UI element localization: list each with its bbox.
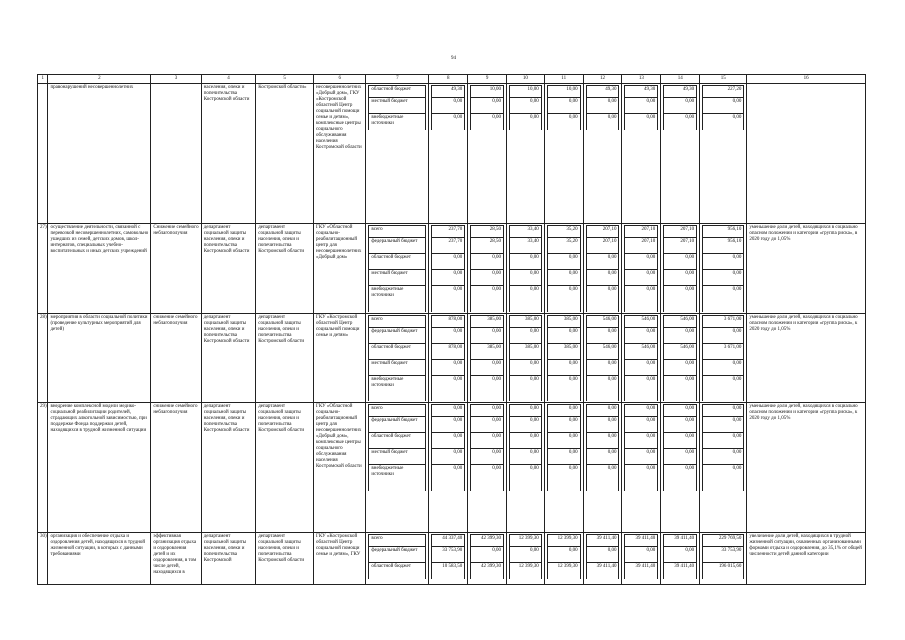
coordinator: департамент социальной защиты населения, опеки и попечительства Костромской области <box>201 403 256 533</box>
column-header: 14 <box>661 75 700 84</box>
funding-value: 0,00 <box>432 98 465 114</box>
funding-source: внебюджетные источники <box>369 465 426 491</box>
column-header: 1 <box>38 75 48 84</box>
funding-value: 0,00 <box>471 286 504 312</box>
funding-value: 12 399,30 <box>547 535 580 547</box>
funding-value: 956,10 <box>703 226 744 238</box>
funding-values-cell <box>583 533 622 585</box>
funding-value: 207,10 <box>586 238 619 254</box>
funding-value: 0,00 <box>664 98 697 114</box>
funding-value: 0,00 <box>703 417 744 433</box>
expected-result: уменьшение доли детей, находящихся в социально опасном положении и категории «группа риска», к 2020 году до 1,05% <box>747 313 866 403</box>
funding-value: 0,00 <box>471 547 504 563</box>
funding-value: 0,00 <box>547 359 580 375</box>
funding-value: 0,00 <box>471 433 504 449</box>
column-header: 7 <box>366 75 429 84</box>
table-row <box>38 313 866 403</box>
funding-values-cell <box>622 403 661 533</box>
funding-value: 0,00 <box>664 465 697 491</box>
funding-value: 237,70 <box>432 238 465 254</box>
funding-value: 0,00 <box>510 547 542 563</box>
funding-value: 12 399,30 <box>510 563 542 579</box>
funding-value: 0,00 <box>510 114 542 130</box>
funding-value: 0,00 <box>703 286 744 312</box>
funding-value: 35,20 <box>547 226 580 238</box>
column-header: 13 <box>622 75 661 84</box>
funding-value: 546,00 <box>664 343 697 359</box>
co-executors: ГКУ «Костромской областной Центр социальной помощи семье и детям», ГКУ <box>313 533 365 585</box>
funding-value: 0,00 <box>432 433 465 449</box>
funding-source: всего <box>369 405 426 417</box>
responsible-executor: департамент социальной защиты населения, опеки и попечительства Костромской области <box>256 403 314 533</box>
funding-value: 33,40 <box>510 238 542 254</box>
funding-source: внебюджетные источники <box>369 114 426 130</box>
funding-value: 0,00 <box>664 359 697 375</box>
funding-value: 385,00 <box>547 315 580 327</box>
funding-value: 0,00 <box>586 375 619 401</box>
expected-result <box>747 84 866 224</box>
funding-value: 0,00 <box>703 114 744 130</box>
funding-value: 0,00 <box>432 327 465 343</box>
funding-values-cell <box>468 84 507 224</box>
funding-value: 0,00 <box>432 254 465 270</box>
activity-goal: Снижение семейного неблагополучия <box>151 224 201 314</box>
funding-value: 28,50 <box>471 226 504 238</box>
funding-value: 385,00 <box>510 315 542 327</box>
funding-value: 207,10 <box>625 238 658 254</box>
funding-value: 0,00 <box>703 359 744 375</box>
funding-value: 0,00 <box>471 270 504 286</box>
funding-value: 0,00 <box>510 433 542 449</box>
funding-source: областной бюджет <box>369 86 426 98</box>
column-header: 16 <box>747 75 866 84</box>
funding-value: 0,00 <box>703 375 744 401</box>
funding-values-cell <box>544 533 583 585</box>
funding-value: 0,00 <box>471 375 504 401</box>
funding-value: 35,20 <box>547 238 580 254</box>
funding-value: 0,00 <box>432 270 465 286</box>
activity-name: осуществление деятельности, связанной с перевозкой несовершеннолетних, самовольно ушедших из семей, детских домов, школ-интернатов, специальных учебно-воспитательных и иных детских учреждений <box>48 224 151 314</box>
funding-values-cell <box>661 313 700 403</box>
funding-value: 385,00 <box>471 343 504 359</box>
table-row <box>38 84 866 224</box>
funding-source: местный бюджет <box>369 449 426 465</box>
funding-value: 0,00 <box>625 286 658 312</box>
funding-value: 0,00 <box>510 375 542 401</box>
co-executors: несовершеннолетних «Добрый дом», ГКУ «Костромской областной Центр социальной помощи семье и детям», комплексные центры социального обслуживания населения Костромской области <box>313 84 365 224</box>
funding-value: 0,00 <box>625 417 658 433</box>
funding-values-cell <box>622 313 661 403</box>
funding-value: 546,00 <box>586 315 619 327</box>
coordinator: департамент социальной защиты населения, опеки и попечительства Костромской области <box>201 224 256 314</box>
funding-value: 0,00 <box>703 98 744 114</box>
funding-value: 0,00 <box>471 417 504 433</box>
funding-values-cell <box>583 313 622 403</box>
page-number: 94 <box>451 56 456 61</box>
column-header: 12 <box>583 75 622 84</box>
funding-values-cell <box>583 224 622 314</box>
funding-values-cell <box>622 533 661 585</box>
funding-value: 0,00 <box>547 327 580 343</box>
funding-value: 0,00 <box>510 465 542 491</box>
funding-value: 0,00 <box>547 114 580 130</box>
table-row <box>38 403 866 533</box>
funding-value: 0,00 <box>664 417 697 433</box>
funding-value: 0,00 <box>432 114 465 130</box>
funding-value: 10 583,50 <box>432 563 465 579</box>
funding-value: 0,00 <box>664 433 697 449</box>
funding-values-cell <box>544 313 583 403</box>
coordinator: населения, опеки и попечительства Костромской области <box>201 84 256 224</box>
funding-value: 229 769,50 <box>703 535 744 547</box>
funding-value: 0,00 <box>471 98 504 114</box>
activity-name: мероприятия в области социальной политики (проведение культурных мероприятий для детей) <box>48 313 151 403</box>
funding-value: 0,00 <box>432 286 465 312</box>
funding-values-cell <box>507 403 545 533</box>
funding-value: 0,00 <box>586 405 619 417</box>
funding-value: 0,00 <box>703 433 744 449</box>
funding-value: 0,00 <box>547 98 580 114</box>
funding-value: 0,00 <box>625 449 658 465</box>
funding-value: 0,00 <box>586 359 619 375</box>
funding-values-cell <box>468 533 507 585</box>
funding-value: 49,30 <box>432 86 465 98</box>
funding-values-cell <box>507 313 545 403</box>
funding-value: 0,00 <box>432 417 465 433</box>
expected-result: уменьшение доли детей, находящихся в социально опасном положении и категории «группа риска», в 2020 году до 1,05% <box>747 224 866 314</box>
funding-value: 385,00 <box>547 343 580 359</box>
funding-value: 0,00 <box>471 449 504 465</box>
column-header: 4 <box>201 75 256 84</box>
funding-source: местный бюджет <box>369 270 426 286</box>
funding-value: 878,00 <box>432 343 465 359</box>
funding-source: внебюджетные источники <box>369 375 426 401</box>
responsible-executor: Костромской области» <box>256 84 314 224</box>
funding-value: 49,30 <box>586 86 619 98</box>
co-executors: ГКУ «Костромской областной Центр социальной помощи семье и детям» <box>313 313 365 403</box>
funding-value: 0,00 <box>547 254 580 270</box>
funding-value: 0,00 <box>432 449 465 465</box>
funding-values-cell <box>700 84 747 224</box>
funding-value: 546,00 <box>664 315 697 327</box>
funding-value: 0,00 <box>432 359 465 375</box>
funding-value: 49,30 <box>664 86 697 98</box>
responsible-executor: департамент социальной защиты населения, опеки и попечительства Костромской области <box>256 224 314 314</box>
funding-value: 0,00 <box>625 254 658 270</box>
funding-value: 39 411,40 <box>586 563 619 579</box>
funding-source-cell <box>366 224 429 314</box>
responsible-executor: департамент социальной защиты населения, опеки и попечительства Костромской области <box>256 313 314 403</box>
funding-value: 33,40 <box>510 226 542 238</box>
funding-value: 42 399,30 <box>471 535 504 547</box>
funding-value: 0,00 <box>664 270 697 286</box>
funding-value: 546,00 <box>625 315 658 327</box>
coordinator: департамент социальной защиты населения, опеки и попечительства Костромской <box>201 533 256 585</box>
funding-value: 0,00 <box>586 270 619 286</box>
funding-values-cell <box>507 84 545 224</box>
table-row <box>38 533 866 585</box>
funding-value: 39 411,40 <box>625 535 658 547</box>
funding-value: 0,00 <box>625 465 658 491</box>
funding-source: местный бюджет <box>369 98 426 114</box>
funding-value: 0,00 <box>510 98 542 114</box>
funding-value: 385,00 <box>510 343 542 359</box>
funding-value: 0,00 <box>664 327 697 343</box>
funding-value: 0,00 <box>471 327 504 343</box>
funding-value: 0,00 <box>703 465 744 491</box>
column-header: 11 <box>544 75 583 84</box>
funding-values-cell <box>700 313 747 403</box>
funding-value: 0,00 <box>625 359 658 375</box>
funding-value: 0,00 <box>586 254 619 270</box>
co-executors: ГКУ «Областной социально-реабилитационный центр для несовершеннолетних «Добрый дом», комплексные центры социального обслуживания населения Костромской области <box>313 403 365 533</box>
funding-value: 39 411,40 <box>664 563 697 579</box>
funding-value: 0,00 <box>510 286 542 312</box>
funding-value: 0,00 <box>664 286 697 312</box>
funding-value: 0,00 <box>586 327 619 343</box>
activity-goal: снижение семейного неблагополучия <box>151 313 201 403</box>
funding-value: 0,00 <box>703 327 744 343</box>
funding-value: 207,10 <box>625 226 658 238</box>
funding-value: 0,00 <box>586 98 619 114</box>
funding-value: 207,10 <box>664 238 697 254</box>
activity-name: организация и обеспечение отдыха и оздоровления детей, находящихся в трудной жизненной ситуации, в которых с данными требованиями <box>48 533 151 585</box>
funding-source: областной бюджет <box>369 433 426 449</box>
funding-value: 956,10 <box>703 238 744 254</box>
column-header: 6 <box>313 75 365 84</box>
row-number <box>38 84 48 224</box>
activity-goal <box>151 84 201 224</box>
funding-value: 0,00 <box>471 254 504 270</box>
funding-value: 0,00 <box>547 270 580 286</box>
funding-values-cell <box>429 84 468 224</box>
funding-value: 39 411,40 <box>586 535 619 547</box>
column-header: 10 <box>507 75 545 84</box>
funding-source: областной бюджет <box>369 343 426 359</box>
funding-value: 0,00 <box>664 449 697 465</box>
column-header: 9 <box>468 75 507 84</box>
funding-value: 0,00 <box>586 417 619 433</box>
funding-values-cell <box>507 533 545 585</box>
funding-source: всего <box>369 315 426 327</box>
row-number: 28) <box>38 313 48 403</box>
coordinator: департамент социальной защиты населения, опеки и попечительства Костромской области <box>201 313 256 403</box>
funding-value: 0,00 <box>547 547 580 563</box>
funding-values-cell <box>700 224 747 314</box>
funding-value: 33 753,90 <box>432 547 465 563</box>
funding-source-cell <box>366 533 429 585</box>
funding-value: 546,00 <box>586 343 619 359</box>
funding-value: 0,00 <box>432 405 465 417</box>
funding-source-cell <box>366 84 429 224</box>
funding-values-cell <box>700 403 747 533</box>
funding-values-cell <box>429 313 468 403</box>
funding-value: 207,10 <box>664 226 697 238</box>
funding-value: 0,00 <box>510 417 542 433</box>
funding-value: 0,00 <box>471 114 504 130</box>
funding-value: 207,10 <box>586 226 619 238</box>
funding-value: 0,00 <box>703 405 744 417</box>
funding-source: всего <box>369 535 426 547</box>
funding-value: 0,00 <box>547 433 580 449</box>
funding-value: 0,00 <box>664 405 697 417</box>
funding-value: 0,00 <box>664 375 697 401</box>
funding-value: 0,00 <box>547 449 580 465</box>
funding-source: федеральный бюджет <box>369 417 426 433</box>
funding-source: местный бюджет <box>369 359 426 375</box>
funding-value: 0,00 <box>510 327 542 343</box>
funding-value: 12 399,30 <box>510 535 542 547</box>
funding-values-cell <box>468 403 507 533</box>
funding-source: областной бюджет <box>369 563 426 579</box>
funding-value: 0,00 <box>471 359 504 375</box>
funding-value: 0,00 <box>471 465 504 491</box>
funding-value: 0,00 <box>510 405 542 417</box>
funding-value: 0,00 <box>547 465 580 491</box>
funding-value: 12 399,30 <box>547 563 580 579</box>
funding-values-cell <box>661 533 700 585</box>
funding-values-cell <box>583 84 622 224</box>
program-activities-table <box>37 74 866 585</box>
expected-result: уменьшение доли детей, находящихся в социально опасном положении и категории «группа риска», к 2020 году до 1,05% <box>747 403 866 533</box>
funding-value: 28,50 <box>471 238 504 254</box>
funding-source-cell <box>366 313 429 403</box>
header-row <box>38 75 866 84</box>
funding-value: 3 671,00 <box>703 315 744 327</box>
funding-value: 0,00 <box>586 433 619 449</box>
funding-value: 33 753,90 <box>703 547 744 563</box>
funding-value: 0,00 <box>625 114 658 130</box>
funding-value: 0,00 <box>510 254 542 270</box>
responsible-executor: департамент социальной защиты населения, опеки и попечительства Костромской области <box>256 533 314 585</box>
funding-values-cell <box>583 403 622 533</box>
funding-value: 0,00 <box>625 98 658 114</box>
funding-values-cell <box>661 403 700 533</box>
funding-value: 39 411,40 <box>625 563 658 579</box>
funding-value: 0,00 <box>703 270 744 286</box>
column-header: 3 <box>151 75 201 84</box>
funding-value: 0,00 <box>510 449 542 465</box>
activity-name: внедрение комплексной модели медико-социальной реабилитации родителей, страдающих алкогольной зависимостью, при поддержке Фонда поддержки детей, находящихся в трудной жизненной ситуации <box>48 403 151 533</box>
funding-value: 10,00 <box>510 86 542 98</box>
funding-value: 0,00 <box>471 405 504 417</box>
funding-value: 0,00 <box>586 465 619 491</box>
funding-values-cell <box>429 224 468 314</box>
table-row <box>38 224 866 314</box>
funding-value: 227,20 <box>703 86 744 98</box>
column-header: 8 <box>429 75 468 84</box>
funding-value: 0,00 <box>703 449 744 465</box>
funding-value: 10,00 <box>471 86 504 98</box>
row-number: 29) <box>38 403 48 533</box>
funding-value: 0,00 <box>586 547 619 563</box>
funding-value: 0,00 <box>625 327 658 343</box>
funding-value: 546,00 <box>625 343 658 359</box>
funding-value: 0,00 <box>510 270 542 286</box>
funding-values-cell <box>429 403 468 533</box>
funding-source: всего <box>369 226 426 238</box>
funding-source: федеральный бюджет <box>369 327 426 343</box>
funding-values-cell <box>661 84 700 224</box>
funding-value: 39 411,40 <box>664 535 697 547</box>
funding-value: 0,00 <box>586 114 619 130</box>
funding-values-cell <box>700 533 747 585</box>
column-header: 15 <box>700 75 747 84</box>
funding-value: 0,00 <box>547 417 580 433</box>
funding-value: 237,70 <box>432 226 465 238</box>
funding-value: 0,00 <box>586 449 619 465</box>
funding-values-cell <box>468 313 507 403</box>
funding-value: 10,00 <box>547 86 580 98</box>
funding-value: 0,00 <box>586 286 619 312</box>
funding-value: 0,00 <box>664 547 697 563</box>
activity-goal: снижение семейного неблагополучия <box>151 403 201 533</box>
funding-values-cell <box>544 84 583 224</box>
column-header: 5 <box>256 75 314 84</box>
funding-value: 0,00 <box>547 375 580 401</box>
funding-value: 0,00 <box>547 405 580 417</box>
funding-values-cell <box>544 224 583 314</box>
funding-value: 0,00 <box>625 270 658 286</box>
funding-source: областной бюджет <box>369 254 426 270</box>
funding-value: 0,00 <box>625 547 658 563</box>
funding-value: 196 015,60 <box>703 563 744 579</box>
funding-value: 3 671,00 <box>703 343 744 359</box>
funding-value: 0,00 <box>625 375 658 401</box>
funding-value: 0,00 <box>432 465 465 491</box>
funding-values-cell <box>468 224 507 314</box>
row-number: 27) <box>38 224 48 314</box>
funding-value: 0,00 <box>625 405 658 417</box>
co-executors: ГКУ «Областной социально-реабилитационный центр для несовершеннолетних «Добрый дом» <box>313 224 365 314</box>
funding-value: 0,00 <box>625 433 658 449</box>
funding-values-cell <box>544 403 583 533</box>
funding-value: 0,00 <box>547 286 580 312</box>
column-header: 2 <box>48 75 151 84</box>
funding-value: 878,00 <box>432 315 465 327</box>
funding-values-cell <box>429 533 468 585</box>
funding-value: 0,00 <box>664 254 697 270</box>
funding-value: 0,00 <box>510 359 542 375</box>
funding-source: федеральный бюджет <box>369 238 426 254</box>
program-table-sheet <box>37 74 866 640</box>
funding-source: федеральный бюджет <box>369 547 426 563</box>
funding-values-cell <box>661 224 700 314</box>
activity-name: правонарушений несовершеннолетних <box>48 84 151 224</box>
funding-value: 49,30 <box>625 86 658 98</box>
funding-value: 42 399,30 <box>471 563 504 579</box>
funding-value: 44 337,40 <box>432 535 465 547</box>
funding-value: 0,00 <box>703 254 744 270</box>
activity-goal: эффективная организация отдыха и оздоровления детей и их оздоровления, в том числе детей, находящихся в <box>151 533 201 585</box>
funding-value: 385,00 <box>471 315 504 327</box>
funding-values-cell <box>622 224 661 314</box>
row-number: 30) <box>38 533 48 585</box>
funding-value: 0,00 <box>664 114 697 130</box>
funding-values-cell <box>622 84 661 224</box>
funding-source-cell <box>366 403 429 533</box>
funding-value: 0,00 <box>432 375 465 401</box>
expected-result: увеличение доли детей, находящихся в трудной жизненной ситуации, охваченных организованными формами отдыха и оздоровления, до 35,1% от общей численности детей данной категории <box>747 533 866 585</box>
funding-values-cell <box>507 224 545 314</box>
funding-source: внебюджетные источники <box>369 286 426 312</box>
